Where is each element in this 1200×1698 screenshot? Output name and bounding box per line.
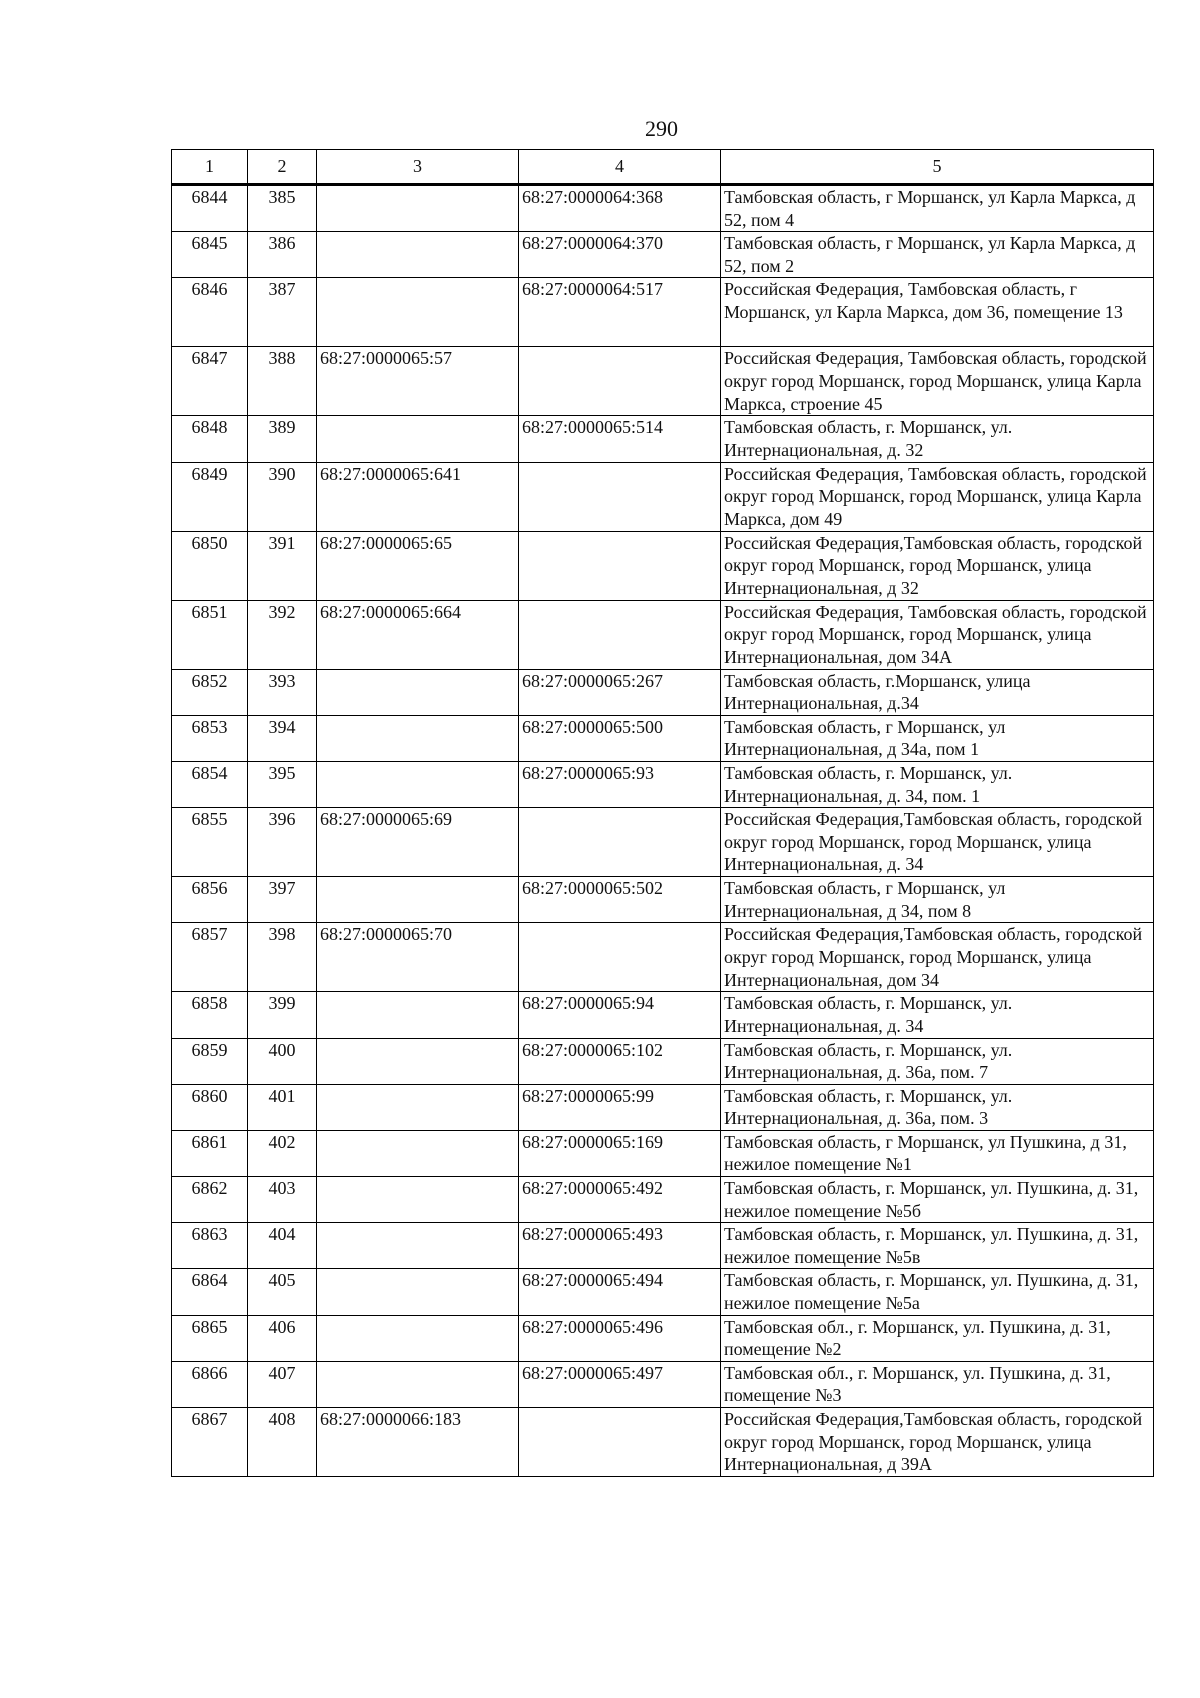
table-row — [172, 1408, 1154, 1477]
premises-cadastral-number-cell: 68:27:0000065:496 — [519, 1315, 721, 1361]
address-cell: Российская Федерация, Тамбовская область, городской округ город Моршанск, город Моршанск, улица Интернациональная, дом 34А — [721, 600, 1154, 669]
address-cell: Тамбовская обл., г. Моршанск, ул. Пушкина, д. 31, помещение №2 — [721, 1315, 1154, 1361]
table-row — [172, 600, 1154, 669]
item-number-cell: 385 — [248, 185, 317, 232]
address-cell: Тамбовская область, г. Моршанск, ул. Пушкина, д. 31, нежилое помещение №5в — [721, 1223, 1154, 1269]
table-row — [172, 761, 1154, 807]
row-number-cell: 6859 — [172, 1038, 248, 1084]
premises-cadastral-number-cell: 68:27:0000065:500 — [519, 715, 721, 761]
item-number-cell: 387 — [248, 278, 317, 347]
row-number-cell: 6867 — [172, 1408, 248, 1477]
table-row — [172, 185, 1154, 232]
row-number-cell: 6865 — [172, 1315, 248, 1361]
row-number-cell: 6847 — [172, 347, 248, 416]
item-number-cell: 408 — [248, 1408, 317, 1477]
table-row — [172, 1315, 1154, 1361]
land-cadastral-number-cell: 68:27:0000065:65 — [317, 531, 519, 600]
premises-cadastral-number-cell: 68:27:0000064:517 — [519, 278, 721, 347]
item-number-cell: 403 — [248, 1177, 317, 1223]
land-cadastral-number-cell — [317, 185, 519, 232]
table-row — [172, 808, 1154, 877]
item-number-cell: 399 — [248, 992, 317, 1038]
table-row — [172, 278, 1154, 347]
address-cell: Тамбовская область, г Моршанск, ул Карла Маркса, д 52, пом 4 — [721, 185, 1154, 232]
address-cell: Российская Федерация,Тамбовская область, городской округ город Моршанск, город Моршанск, улица Интернациональная, д. 34 — [721, 808, 1154, 877]
address-cell: Российская Федерация,Тамбовская область, городской округ город Моршанск, город Моршанск, улица Интернациональная, д 32 — [721, 531, 1154, 600]
table-row — [172, 1084, 1154, 1130]
land-cadastral-number-cell — [317, 1361, 519, 1407]
premises-cadastral-number-cell: 68:27:0000064:368 — [519, 185, 721, 232]
table-row — [172, 531, 1154, 600]
address-cell: Тамбовская область, г Моршанск, ул Карла Маркса, д 52, пом 2 — [721, 232, 1154, 278]
header-row — [172, 150, 1154, 185]
column-header: 4 — [519, 150, 721, 185]
premises-cadastral-number-cell: 68:27:0000064:370 — [519, 232, 721, 278]
item-number-cell: 398 — [248, 923, 317, 992]
row-number-cell: 6866 — [172, 1361, 248, 1407]
land-cadastral-number-cell: 68:27:0000065:57 — [317, 347, 519, 416]
item-number-cell: 407 — [248, 1361, 317, 1407]
table-row — [172, 462, 1154, 531]
item-number-cell: 404 — [248, 1223, 317, 1269]
address-cell: Тамбовская область, г Моршанск, ул Интернациональная, д 34, пом 8 — [721, 877, 1154, 923]
land-cadastral-number-cell — [317, 278, 519, 347]
row-number-cell: 6861 — [172, 1130, 248, 1176]
address-cell: Тамбовская область, г. Моршанск, ул. Интернациональная, д. 32 — [721, 416, 1154, 462]
land-cadastral-number-cell — [317, 1315, 519, 1361]
address-cell: Тамбовская область, г. Моршанск, ул. Интернациональная, д. 34 — [721, 992, 1154, 1038]
table-row — [172, 232, 1154, 278]
premises-cadastral-number-cell: 68:27:0000065:492 — [519, 1177, 721, 1223]
premises-cadastral-number-cell: 68:27:0000065:494 — [519, 1269, 721, 1315]
column-header: 5 — [721, 150, 1154, 185]
land-cadastral-number-cell: 68:27:0000065:70 — [317, 923, 519, 992]
row-number-cell: 6848 — [172, 416, 248, 462]
row-number-cell: 6863 — [172, 1223, 248, 1269]
premises-cadastral-number-cell: 68:27:0000065:514 — [519, 416, 721, 462]
land-cadastral-number-cell — [317, 992, 519, 1038]
row-number-cell: 6858 — [172, 992, 248, 1038]
table-body — [172, 185, 1154, 1477]
item-number-cell: 400 — [248, 1038, 317, 1084]
row-number-cell: 6845 — [172, 232, 248, 278]
premises-cadastral-number-cell — [519, 462, 721, 531]
table-row — [172, 923, 1154, 992]
address-cell: Тамбовская область, г Моршанск, ул Пушкина, д 31, нежилое помещение №1 — [721, 1130, 1154, 1176]
premises-cadastral-number-cell: 68:27:0000065:99 — [519, 1084, 721, 1130]
address-cell: Российская Федерация, Тамбовская область, городской округ город Моршанск, город Моршанск, улица Карла Маркса, строение 45 — [721, 347, 1154, 416]
table-row — [172, 715, 1154, 761]
premises-cadastral-number-cell: 68:27:0000065:94 — [519, 992, 721, 1038]
column-header: 3 — [317, 150, 519, 185]
land-cadastral-number-cell: 68:27:0000065:69 — [317, 808, 519, 877]
row-number-cell: 6846 — [172, 278, 248, 347]
address-cell: Российская Федерация, Тамбовская область, городской округ город Моршанск, город Моршанск, улица Карла Маркса, дом 49 — [721, 462, 1154, 531]
row-number-cell: 6854 — [172, 761, 248, 807]
table-row — [172, 1177, 1154, 1223]
column-header: 2 — [248, 150, 317, 185]
table-row — [172, 1269, 1154, 1315]
premises-cadastral-number-cell: 68:27:0000065:497 — [519, 1361, 721, 1407]
premises-cadastral-number-cell: 68:27:0000065:93 — [519, 761, 721, 807]
address-cell: Тамбовская обл., г. Моршанск, ул. Пушкина, д. 31, помещение №3 — [721, 1361, 1154, 1407]
row-number-cell: 6853 — [172, 715, 248, 761]
item-number-cell: 393 — [248, 669, 317, 715]
land-cadastral-number-cell — [317, 1084, 519, 1130]
item-number-cell: 386 — [248, 232, 317, 278]
row-number-cell: 6855 — [172, 808, 248, 877]
land-cadastral-number-cell — [317, 416, 519, 462]
item-number-cell: 396 — [248, 808, 317, 877]
premises-cadastral-number-cell — [519, 1408, 721, 1477]
item-number-cell: 401 — [248, 1084, 317, 1130]
column-header: 1 — [172, 150, 248, 185]
address-cell: Тамбовская область, г.Моршанск, улица Интернациональная, д.34 — [721, 669, 1154, 715]
address-cell: Тамбовская область, г. Моршанск, ул. Пушкина, д. 31, нежилое помещение №5а — [721, 1269, 1154, 1315]
table-row — [172, 1038, 1154, 1084]
item-number-cell: 402 — [248, 1130, 317, 1176]
address-cell: Российская Федерация,Тамбовская область, городской округ город Моршанск, город Моршанск, улица Интернациональная, дом 34 — [721, 923, 1154, 992]
table-row — [172, 1130, 1154, 1176]
page-number: 290 — [645, 116, 678, 141]
land-cadastral-number-cell — [317, 715, 519, 761]
table-row — [172, 1223, 1154, 1269]
table-row — [172, 347, 1154, 416]
address-cell: Тамбовская область, г. Моршанск, ул. Интернациональная, д. 36а, пом. 7 — [721, 1038, 1154, 1084]
item-number-cell: 405 — [248, 1269, 317, 1315]
item-number-cell: 389 — [248, 416, 317, 462]
address-cell: Тамбовская область, г. Моршанск, ул. Пушкина, д. 31, нежилое помещение №5б — [721, 1177, 1154, 1223]
land-cadastral-number-cell — [317, 761, 519, 807]
premises-cadastral-number-cell: 68:27:0000065:267 — [519, 669, 721, 715]
table-row — [172, 877, 1154, 923]
premises-cadastral-number-cell: 68:27:0000065:102 — [519, 1038, 721, 1084]
land-cadastral-number-cell — [317, 1130, 519, 1176]
address-cell: Российская Федерация, Тамбовская область, г Моршанск, ул Карла Маркса, дом 36, помещение 13 — [721, 278, 1154, 347]
land-cadastral-number-cell — [317, 669, 519, 715]
table-header — [172, 150, 1154, 185]
address-cell: Тамбовская область, г. Моршанск, ул. Интернациональная, д. 34, пом. 1 — [721, 761, 1154, 807]
address-cell: Тамбовская область, г. Моршанск, ул. Интернациональная, д. 36а, пом. 3 — [721, 1084, 1154, 1130]
land-cadastral-number-cell — [317, 877, 519, 923]
row-number-cell: 6856 — [172, 877, 248, 923]
row-number-cell: 6844 — [172, 185, 248, 232]
premises-cadastral-number-cell — [519, 808, 721, 877]
premises-cadastral-number-cell: 68:27:0000065:502 — [519, 877, 721, 923]
land-cadastral-number-cell — [317, 1223, 519, 1269]
item-number-cell: 390 — [248, 462, 317, 531]
item-number-cell: 391 — [248, 531, 317, 600]
item-number-cell: 388 — [248, 347, 317, 416]
land-cadastral-number-cell: 68:27:0000065:664 — [317, 600, 519, 669]
table-row — [172, 669, 1154, 715]
premises-cadastral-number-cell — [519, 531, 721, 600]
land-cadastral-number-cell — [317, 1269, 519, 1315]
land-cadastral-number-cell: 68:27:0000065:641 — [317, 462, 519, 531]
address-cell: Тамбовская область, г Моршанск, ул Интернациональная, д 34а, пом 1 — [721, 715, 1154, 761]
table-row — [172, 992, 1154, 1038]
row-number-cell: 6862 — [172, 1177, 248, 1223]
address-cell: Российская Федерация,Тамбовская область, городской округ город Моршанск, город Моршанск, улица Интернациональная, д 39А — [721, 1408, 1154, 1477]
premises-cadastral-number-cell — [519, 347, 721, 416]
row-number-cell: 6851 — [172, 600, 248, 669]
table-row — [172, 416, 1154, 462]
row-number-cell: 6864 — [172, 1269, 248, 1315]
row-number-cell: 6857 — [172, 923, 248, 992]
land-cadastral-number-cell — [317, 1038, 519, 1084]
item-number-cell: 392 — [248, 600, 317, 669]
table-row — [172, 1361, 1154, 1407]
row-number-cell: 6849 — [172, 462, 248, 531]
registry-table — [171, 149, 1154, 1477]
premises-cadastral-number-cell — [519, 600, 721, 669]
item-number-cell: 406 — [248, 1315, 317, 1361]
land-cadastral-number-cell — [317, 1177, 519, 1223]
item-number-cell: 395 — [248, 761, 317, 807]
premises-cadastral-number-cell: 68:27:0000065:493 — [519, 1223, 721, 1269]
premises-cadastral-number-cell — [519, 923, 721, 992]
row-number-cell: 6852 — [172, 669, 248, 715]
row-number-cell: 6860 — [172, 1084, 248, 1130]
land-cadastral-number-cell: 68:27:0000066:183 — [317, 1408, 519, 1477]
item-number-cell: 394 — [248, 715, 317, 761]
land-cadastral-number-cell — [317, 232, 519, 278]
row-number-cell: 6850 — [172, 531, 248, 600]
item-number-cell: 397 — [248, 877, 317, 923]
premises-cadastral-number-cell: 68:27:0000065:169 — [519, 1130, 721, 1176]
